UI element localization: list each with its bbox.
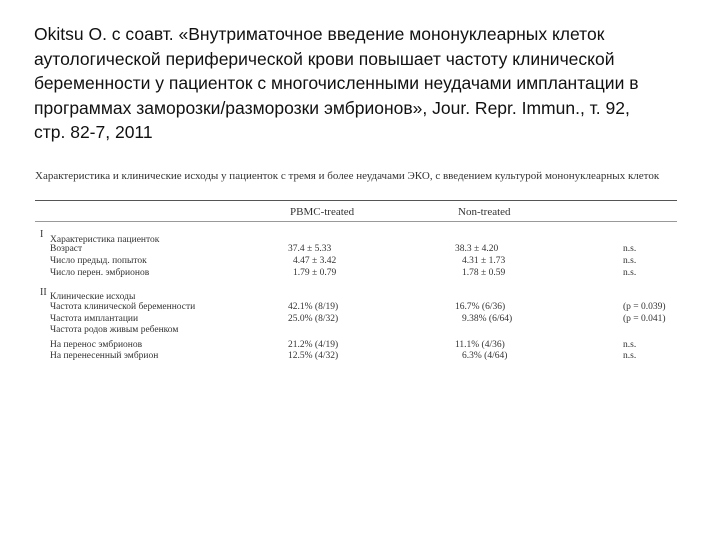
column-header-non-treated: Non-treated: [458, 206, 511, 218]
row-label: На перенесенный эмбрион: [50, 351, 159, 361]
citation-line: аутологической периферической крови повышает частоту клинической: [34, 48, 615, 69]
row-label: Клинические исходы: [50, 292, 136, 302]
non-treated-value: 4.31 ± 1.73: [462, 256, 506, 266]
treated-value: 12.5% (4/32): [288, 351, 339, 361]
table-top-rule: [35, 200, 677, 201]
citation-line: беременности у пациенток с многочисленными неудачами имплантации в: [34, 73, 639, 93]
non-treated-value: 1.78 ± 0.59: [462, 268, 506, 278]
non-treated-value: 16.7% (6/36): [455, 302, 506, 312]
citation-line: программах заморозки/разморозки эмбрионов», Jour. Repr. Immun., т. 92,: [34, 97, 630, 118]
citation-line: Okitsu O. с соавт. «Внутриматочное введение мононуклеарных клеток: [34, 24, 605, 44]
section-mark-1: I: [40, 229, 44, 240]
row-label: Число перен. эмбрионов: [50, 268, 150, 278]
row-label: Частота клинической беременности: [50, 302, 196, 312]
row-label: Частота родов живым ребенком: [50, 325, 179, 335]
p-value: n.s.: [623, 351, 637, 361]
section-mark-2: II: [40, 287, 47, 298]
treated-value: 1.79 ± 0.79: [293, 268, 337, 278]
p-value: n.s.: [623, 256, 637, 266]
row-label: Частота имплантации: [50, 314, 139, 324]
row-label: Характеристика пациенток: [50, 235, 160, 245]
p-value: n.s.: [623, 244, 637, 254]
treated-value: 42.1% (8/19): [288, 302, 339, 312]
non-treated-value: 9.38% (6/64): [462, 314, 513, 324]
citation-heading: [34, 22, 694, 145]
treated-value: 21.2% (4/19): [288, 340, 339, 350]
row-label: На перенос эмбрионов: [50, 340, 143, 350]
treated-value: 25.0% (8/32): [288, 314, 339, 324]
p-value: n.s.: [623, 268, 637, 278]
p-value: (p = 0.039): [623, 302, 666, 312]
treated-value: 37.4 ± 5.33: [288, 244, 332, 254]
non-treated-value: 6.3% (4/64): [462, 351, 508, 361]
row-label: Число предыд. попыток: [50, 256, 147, 266]
citation-line: стр. 82-7, 2011: [34, 122, 153, 142]
p-value: (p = 0.041): [623, 314, 666, 324]
non-treated-value: 11.1% (4/36): [455, 340, 505, 350]
table-header-rule: [35, 221, 677, 222]
table-caption: Характеристика и клинические исходы у пациенток с тремя и более неудачами ЭКО, с введением культурой мононуклеарных клеток: [35, 170, 660, 182]
row-label: Возраст: [50, 244, 83, 254]
column-header-treated: PBMC-treated: [290, 206, 355, 218]
p-value: n.s.: [623, 340, 637, 350]
treated-value: 4.47 ± 3.42: [293, 256, 337, 266]
non-treated-value: 38.3 ± 4.20: [455, 244, 499, 254]
